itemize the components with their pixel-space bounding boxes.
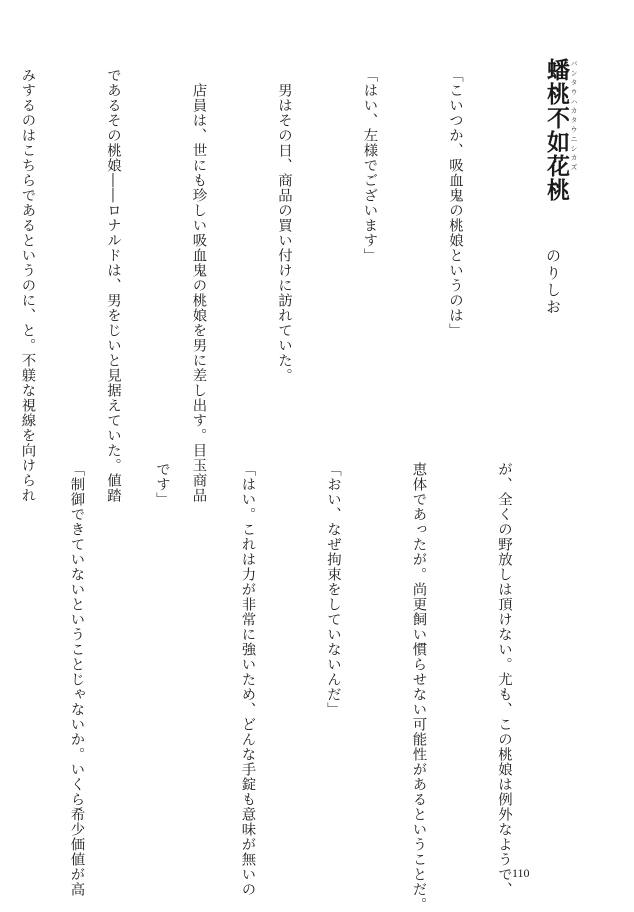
story-title-block (533, 58, 585, 358)
text-line: 「はい、左様でございます」 (361, 68, 378, 263)
text-line: 恵体であったが。尚更飼い慣らせない可能性があるということだ。 (410, 462, 427, 912)
text-line: 「制御できていないということじゃないか。いくら希少価値が高 (68, 462, 85, 897)
text-line: みするのはこちらであるというのに、と。不躾な視線を向けられ (19, 68, 36, 503)
title-ruby-reading: バンタウハカタウニシカズ (570, 60, 578, 173)
text-line: 男はその日、商品の買い付けに訪れていた。 (276, 68, 292, 383)
text-line: 「おい、なぜ拘束をしていないんだ」 (325, 462, 341, 717)
text-line: 「はい。これは力が非常に強いため、どんな手錠も意味が無いの (239, 462, 256, 897)
page-number: 110 (512, 866, 530, 880)
text-line: であるその桃娘――ロナルドは、男をじいと見据えていた。値踏 (105, 68, 121, 503)
story-title: 蟠桃不如花桃 (543, 58, 570, 202)
text-line: が、全くの野放しは頂けない。尤も、この桃娘は例外なようで、 (496, 462, 512, 897)
text-line: です」 (154, 462, 170, 507)
author-name: のりしお (544, 248, 562, 316)
text-line: 「こいつか、吸血鬼の桃娘というのは」 (447, 68, 463, 338)
text-line: 店員は、世にも珍しい吸血鬼の桃娘を男に差し出す。目玉商品 (190, 68, 207, 503)
text-line (0, 462, 5, 862)
